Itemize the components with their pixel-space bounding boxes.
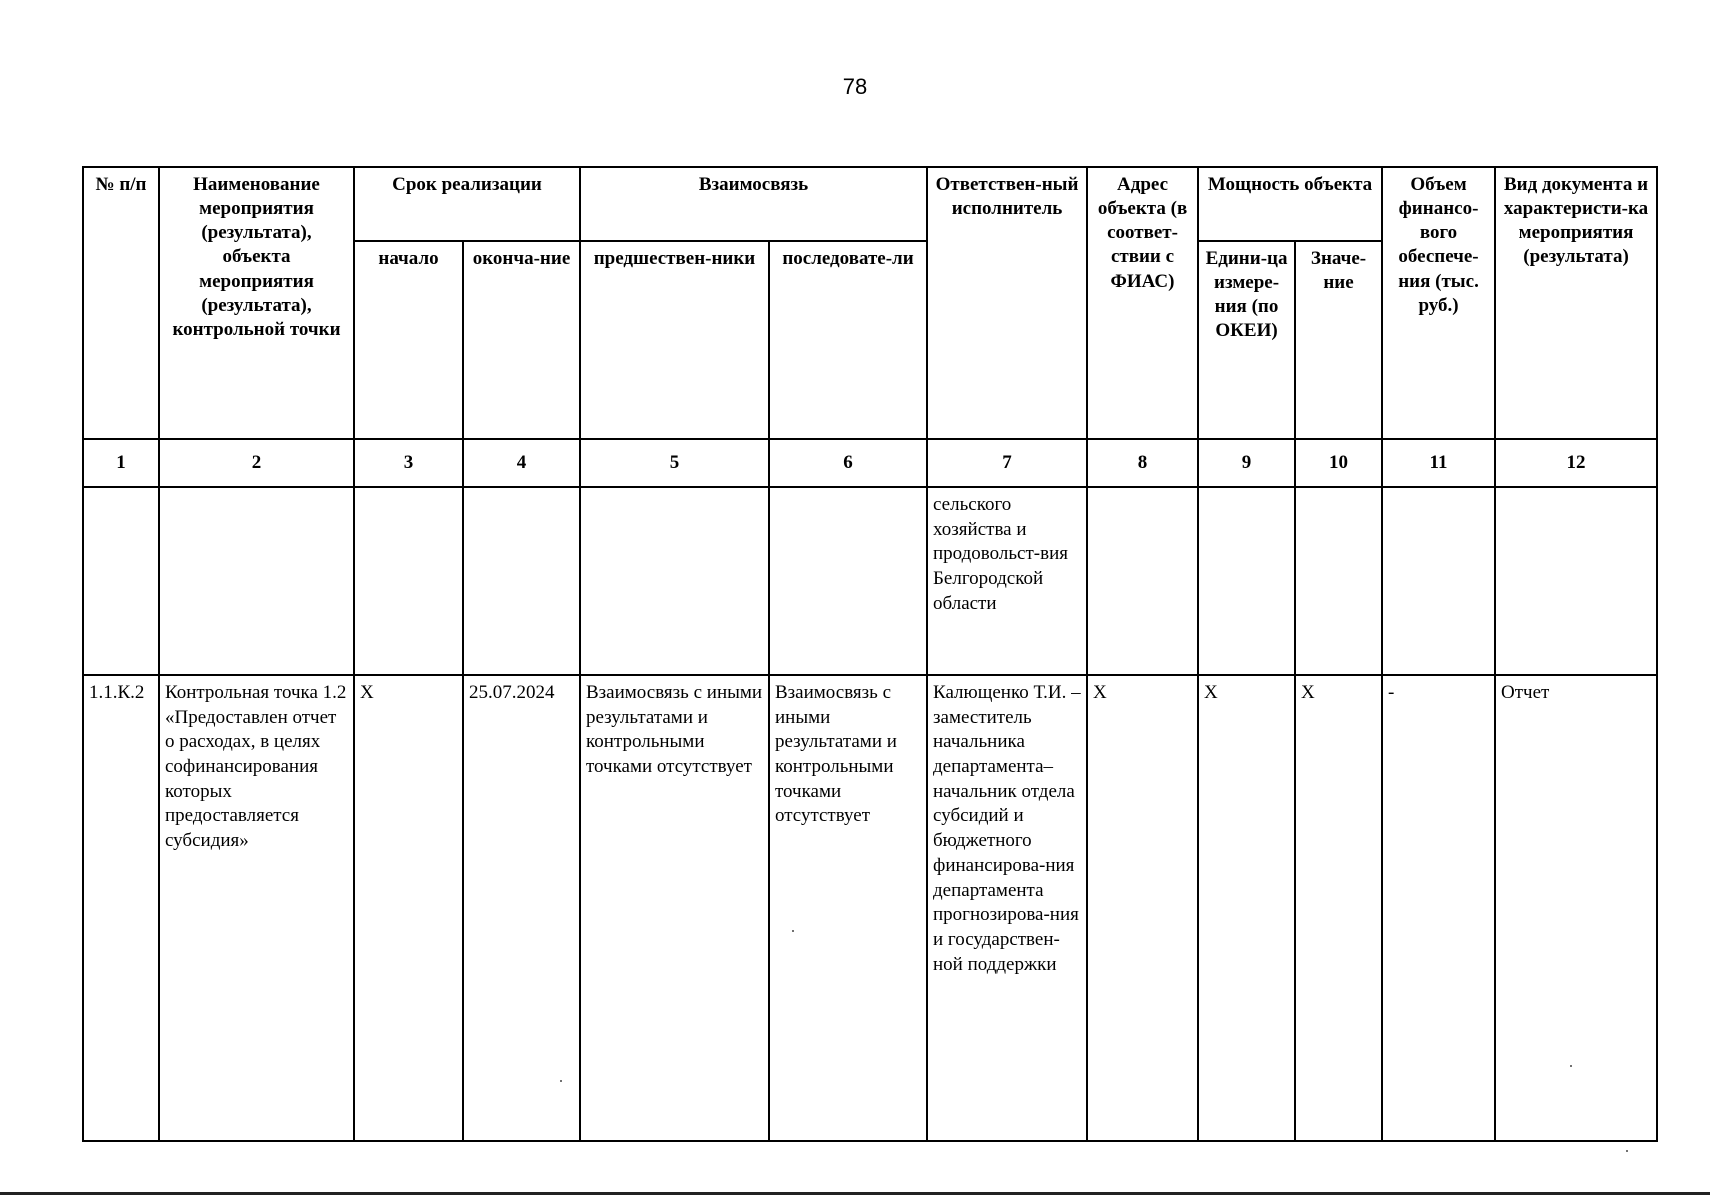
table-cell <box>354 487 463 675</box>
header-funding: Объем финансо-вого обеспече-ния (тыс. руб.) <box>1382 167 1495 439</box>
activity-table <box>82 166 1658 1142</box>
document-cell: Отчет <box>1495 675 1657 1141</box>
header-successors: последовате-ли <box>769 241 927 439</box>
header-name: Наименование мероприятия (результата), объекта мероприятия (результата), контрольной точки <box>159 167 354 439</box>
header-value: Значе-ние <box>1295 241 1382 439</box>
table-cell <box>769 487 927 675</box>
table-cell <box>159 487 354 675</box>
header-address: Адрес объекта (в соответ-ствии с ФИАС) <box>1087 167 1198 439</box>
column-number: 6 <box>769 439 927 487</box>
table-cell <box>580 487 769 675</box>
header-link-group: Взаимосвязь <box>580 167 927 241</box>
column-number: 8 <box>1087 439 1198 487</box>
successors-cell: Взаимосвязь с иными результатами и контрольными точками отсутствует <box>769 675 927 1141</box>
scan-speck <box>560 1080 562 1082</box>
column-number: 12 <box>1495 439 1657 487</box>
funding-cell: - <box>1382 675 1495 1141</box>
header-responsible: Ответствен-ный исполнитель <box>927 167 1087 439</box>
column-number: 9 <box>1198 439 1295 487</box>
page-number: 78 <box>842 74 868 99</box>
table-cell <box>1382 487 1495 675</box>
table-row-checkpoint <box>83 675 1657 1141</box>
scan-speck <box>792 930 794 932</box>
header-row-1 <box>83 167 1657 241</box>
column-number: 11 <box>1382 439 1495 487</box>
name-cell: Контрольная точка 1.2 «Предоставлен отчет о расходах, в целях софинансирования которых предоставляется субсидия» <box>159 675 354 1141</box>
column-number: 2 <box>159 439 354 487</box>
address-cell: X <box>1087 675 1198 1141</box>
responsible-cell: сельского хозяйства и продовольст-вия Белгородской области <box>927 487 1087 675</box>
table-cell <box>1087 487 1198 675</box>
value-cell: X <box>1295 675 1382 1141</box>
scan-speck <box>1570 1065 1572 1067</box>
responsible-cell: Калющенко Т.И. – заместитель начальника департамента–начальник отдела субсидий и бюджетного финансирова-ния департамента прогнозирова-ния и государствен-ной поддержки <box>927 675 1087 1141</box>
table-cell <box>1295 487 1382 675</box>
header-document: Вид документа и характеристи-ка мероприятия (результата) <box>1495 167 1657 439</box>
column-number: 3 <box>354 439 463 487</box>
header-unit: Едини-ца измере-ния (по ОКЕИ) <box>1198 241 1295 439</box>
scan-speck <box>1626 1150 1628 1152</box>
header-capacity-group: Мощность объекта <box>1198 167 1382 241</box>
column-number: 10 <box>1295 439 1382 487</box>
number-cell: 1.1.К.2 <box>83 675 159 1141</box>
header-term-group: Срок реализации <box>354 167 580 241</box>
table-row-continuation <box>83 487 1657 675</box>
start-cell: X <box>354 675 463 1141</box>
column-number: 7 <box>927 439 1087 487</box>
column-number: 5 <box>580 439 769 487</box>
header-end: оконча-ние <box>463 241 580 439</box>
header-predecessors: предшествен-ники <box>580 241 769 439</box>
end-cell: 25.07.2024 <box>463 675 580 1141</box>
column-numbers-row <box>83 439 1657 487</box>
unit-cell: X <box>1198 675 1295 1141</box>
column-number: 1 <box>83 439 159 487</box>
header-number: № п/п <box>83 167 159 439</box>
table-cell <box>1198 487 1295 675</box>
table-cell <box>1495 487 1657 675</box>
column-number: 4 <box>463 439 580 487</box>
scan-edge-line <box>0 1192 1710 1195</box>
table-cell <box>463 487 580 675</box>
header-start: начало <box>354 241 463 439</box>
table-cell <box>83 487 159 675</box>
predecessors-cell: Взаимосвязь с иными результатами и контрольными точками отсутствует <box>580 675 769 1141</box>
